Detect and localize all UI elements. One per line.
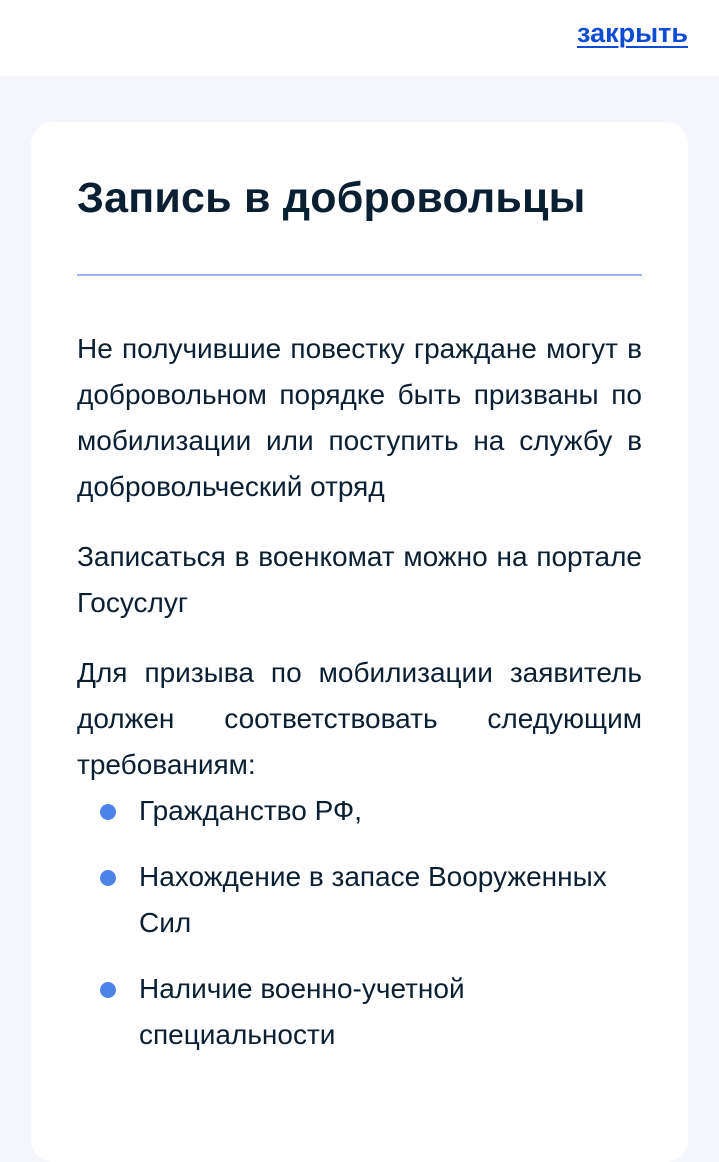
requirements-list xyxy=(77,788,642,1058)
bullet-dot-icon xyxy=(100,804,116,820)
requirement-text: Нахождение в запасе Вооруженных Сил xyxy=(139,861,607,938)
requirement-text: Наличие военно-учетной специальности xyxy=(139,973,465,1050)
card-body xyxy=(77,326,642,1078)
requirements-intro-paragraph: Для призыва по мобилизации заявитель должен соответствовать следующим требованиям: xyxy=(77,657,642,780)
requirement-text: Гражданство РФ, xyxy=(139,795,363,826)
bullet-dot-icon xyxy=(100,982,116,998)
list-item xyxy=(77,854,642,946)
close-link[interactable]: закрыть xyxy=(577,18,688,48)
top-bar xyxy=(0,0,719,76)
title-divider xyxy=(77,274,642,276)
list-item xyxy=(77,966,642,1058)
list-item xyxy=(77,788,642,834)
intro-paragraph: Не получившие повестку граждане могут в добровольном порядке быть призваны по мобилизации или поступить на службу в добровольческий отряд xyxy=(77,333,642,502)
gosuslugi-paragraph: Записаться в военкомат можно на портале Госуслуг xyxy=(77,541,642,618)
card-title: Запись в добровольцы xyxy=(77,174,586,222)
bullet-dot-icon xyxy=(100,870,116,886)
volunteer-info-card xyxy=(31,122,688,1162)
